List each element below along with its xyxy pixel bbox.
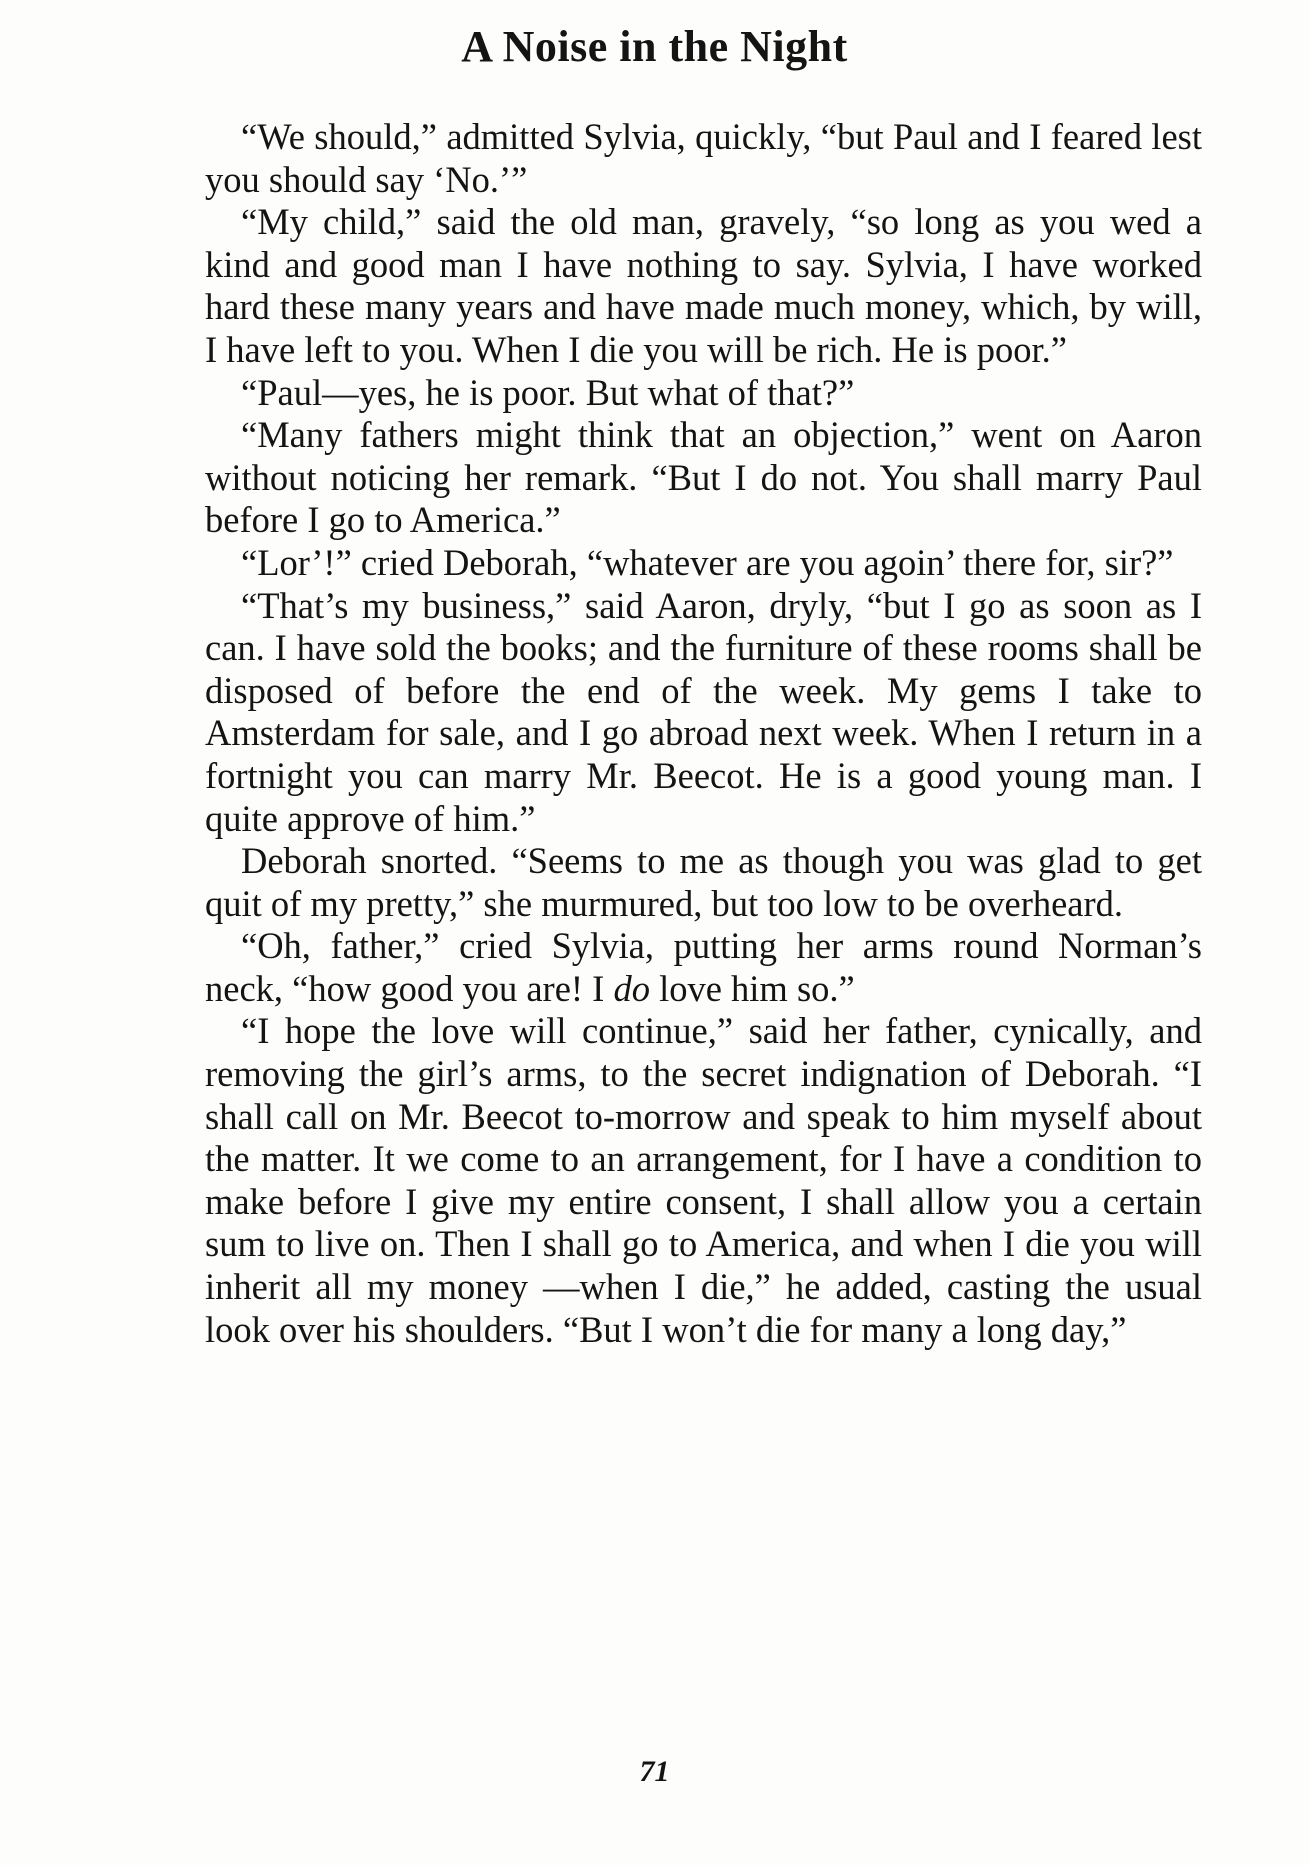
paragraph: “We should,” admitted Sylvia, quickly, “but Paul and I feared lest you should say ‘No.’”	[205, 116, 1202, 200]
paragraph: “That’s my business,” said Aaron, dryly, “but I go as soon as I can. I have sold the books; and the furniture of these rooms shall be disposed of before the end of the week. My gems I take to Amsterdam for sale, and I go abroad next week. When I return in a fortnight you can marry Mr. Beecot. He is a good young man. I quite approve of him.”	[205, 584, 1202, 839]
paragraph: Deborah snorted. “Seems to me as though you was glad to get quit of my pretty,” she murmured, but too low to be overheard.	[205, 840, 1202, 924]
paragraph: “Paul—yes, he is poor. But what of that?”	[241, 371, 855, 413]
paragraph: “My child,” said the old man, gravely, “so long as you wed a kind and good man I have nothing to say. Sylvia, I have worked hard these many years and have made much money, which, by will, I have left to you. When I die you will be rich. He is poor.”	[205, 201, 1202, 370]
paragraph-text: “Oh, father,” cried Sylvia, putting her arms round Norman’s neck, “how good you are! I	[205, 925, 1202, 1009]
paragraph-text: love him so.”	[649, 967, 855, 1009]
emphasized-word: do	[613, 967, 650, 1009]
running-title: A Noise in the Night	[461, 22, 848, 71]
paragraph: “I hope the love will continue,” said her father, cynically, and removing the girl’s arms, to the secret indignation of Deborah. “I shall call on Mr. Beecot to-morrow and speak to him myself about the matter. It we come to an arrangement, for I have a condition to make before I give my entire consent, I shall allow you a certain sum to live on. Then I shall go to America, and when I die you will inherit all my money —when I die,” he added, casting the usual look over his shoulders. “But I won’t die for many a long day,”	[205, 1010, 1202, 1350]
body-text	[205, 116, 1202, 1351]
paragraph: “Many fathers might think that an objection,” went on Aaron without noticing her remark. “But I do not. You shall marry Paul before I go to America.”	[205, 414, 1202, 541]
page-number: 71	[639, 1755, 670, 1788]
paragraph	[205, 925, 1202, 1010]
paragraph: “Lor’!” cried Deborah, “whatever are you agoin’ there for, sir?”	[241, 541, 1174, 583]
